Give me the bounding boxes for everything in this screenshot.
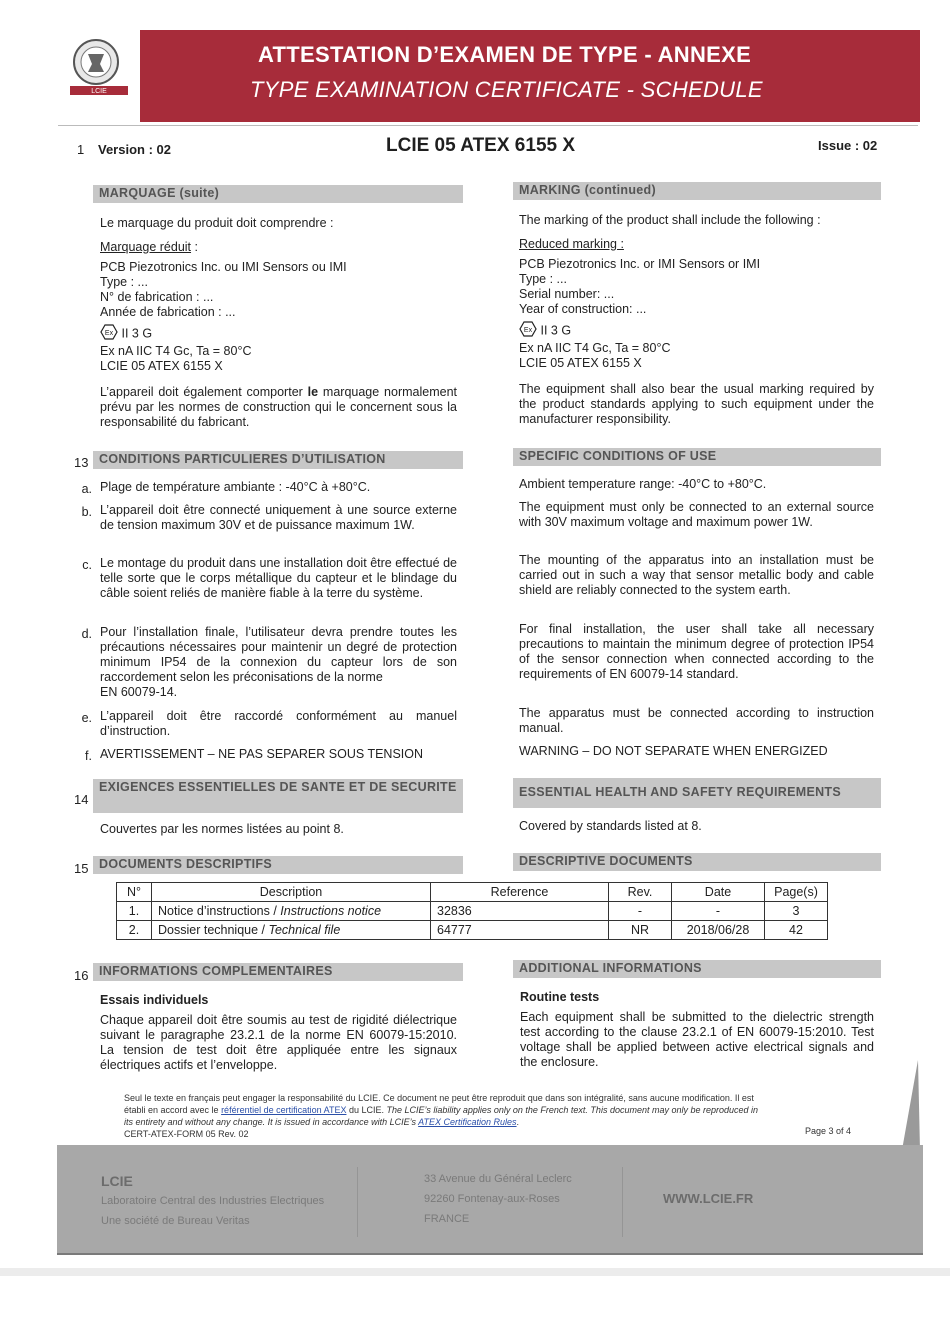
condition-label-a: a. [81, 482, 92, 496]
marking-en-intro: The marking of the product shall include the following : [519, 213, 821, 227]
additional-en-header: ADDITIONAL INFORMATIONS [513, 960, 881, 978]
footer-address-3: FRANCE [424, 1213, 470, 1225]
condition-label-d: d. [81, 627, 92, 641]
atex-rules-link[interactable]: ATEX Certification Rules [418, 1117, 517, 1127]
footer-address-1: 33 Avenue du Général Leclerc [424, 1173, 572, 1185]
cell-description: Dossier technique / Technical file [152, 921, 431, 940]
condition-fr-b: L’appareil doit être connecté uniquement à une source externe de tension maximum 30V et de puissance maximum 1W. [100, 503, 457, 532]
page-indicator: Page 3 of 4 [805, 1126, 852, 1136]
marking-en-header: MARKING (continued) [513, 182, 881, 200]
col-header-date: Date [672, 883, 765, 902]
ex-hexagon-icon [100, 324, 118, 344]
col-header-rev: Rev. [609, 883, 672, 902]
additional-en-text: Each equipment shall be submitted to the dielectric strength test according to the clause 23.2.1 of EN 60079-15:2010. Test voltage shall be applied between active electrical signals and the enclosure. [520, 1010, 874, 1069]
table-row [117, 921, 828, 940]
col-header-number: N° [117, 883, 152, 902]
marking-fr-note: L’appareil doit également comporter le marquage normalement prévu par les normes de construction qui le concernent sous la responsabilité du fabricant. [100, 385, 457, 429]
header-divider [58, 125, 918, 126]
condition-fr-d: Pour l’installation finale, l’utilisateur devra prendre toutes les précautions nécessaires pour maintenir un degré de protection minimum IP54 de la connexion du capteur lors de son raccordement selon les préconisations de la norme EN 60079-14. [100, 625, 457, 699]
title-en: TYPE EXAMINATION CERTIFICATE - SCHEDULE [250, 77, 763, 102]
cell-rev: - [609, 902, 672, 921]
ex-hexagon-icon [519, 321, 537, 341]
marking-fr-intro: Le marquage du produit doit comprendre : [100, 216, 334, 230]
footer-lcie: LCIE [101, 1173, 133, 1189]
col-header-pages: Page(s) [765, 883, 828, 902]
conditions-en-header: SPECIFIC CONDITIONS OF USE [513, 448, 881, 466]
condition-fr-c: Le montage du produit dans une installation doit être effectué de telle sorte que le corps métallique du capteur et le blindage du câble soient reliés de manière fiable à la terre du système. [100, 556, 457, 600]
cell-number: 1. [117, 902, 152, 921]
marking-fr-lines: PCB Piezotronics Inc. ou IMI Sensors ou IMI Type : ... N° de fabrication : ... Année de fabrication : ... [100, 260, 347, 319]
cell-pages: 3 [765, 902, 828, 921]
requirements-en-header: ESSENTIAL HEALTH AND SAFETY REQUIREMENTS [513, 778, 881, 808]
cell-pages: 42 [765, 921, 828, 940]
logo-text: LCIE [91, 88, 107, 95]
cell-date: - [672, 902, 765, 921]
col-header-description: Description [152, 883, 431, 902]
ex-symbol: Ex [523, 327, 533, 334]
marking-en-reduced: Reduced marking : [519, 237, 624, 251]
cell-reference: 32836 [431, 902, 609, 921]
additional-fr-text: Chaque appareil doit être soumis au test de rigidité diélectrique suivant le paragraphe 23.2.1 de la norme EN 60079-15:2010. La tension de test doit être appliquée entre les signaux électriques actifs et l’enveloppe. [100, 1013, 457, 1072]
cell-date: 2018/06/28 [672, 921, 765, 940]
atex-reference-link[interactable]: référentiel de certification ATEX [221, 1105, 347, 1115]
bureau-veritas-logo [66, 34, 132, 100]
certificate-number: LCIE 05 ATEX 6155 X [386, 135, 576, 156]
additional-fr-header: INFORMATIONS COMPLEMENTAIRES [93, 963, 463, 981]
legal-notice: Seul le texte en français peut engager la responsabilité du LCIE. Ce document ne peut être reproduit que dans son intégralité, sans aucune modification. Il est établi en accord avec le référentiel de certification ATEX du LCIE. The LCIE’s liability applies only on the French text. This document may only be reproduced in its entirety and without any change. It is issued in accordance with LCIE’s ATEX Certification Rules. CERT-ATEX-FORM 05 Rev. 02 [124, 1093, 759, 1139]
scan-bottom-edge [0, 1268, 950, 1276]
marking-en-note: The equipment shall also bear the usual marking required by the product standards applying to such equipment under the manufacturer responsibility. [519, 382, 874, 426]
requirements-fr-header: EXIGENCES ESSENTIELLES DE SANTE ET DE SECURITE [93, 779, 463, 813]
condition-label-e: e. [81, 711, 92, 725]
condition-en-f: WARNING – DO NOT SEPARATE WHEN ENERGIZED [519, 744, 828, 758]
documents-en-header: DESCRIPTIVE DOCUMENTS [513, 853, 881, 871]
condition-en-e: The apparatus must be connected according to instruction manual. [519, 706, 874, 735]
condition-en-a: Ambient temperature range: -40°C to +80°C. [519, 477, 767, 491]
condition-en-b: The equipment must only be connected to an external source with 30V maximum voltage and maximum power 1W. [519, 500, 874, 529]
condition-en-c: The mounting of the apparatus into an installation must be carried out in such a way that sensor metallic body and cable shield are reliably connected to the system earth. [519, 553, 874, 597]
condition-label-f: f. [85, 749, 92, 763]
documents-table [116, 882, 828, 940]
marking-fr-ex-block: Ex II 3 G Ex nA IIC T4 Gc, Ta = 80°C LCIE 05 ATEX 6155 X [100, 324, 251, 374]
issue-label: Issue : 02 [818, 138, 878, 153]
table-row [117, 902, 828, 921]
cell-reference: 64777 [431, 921, 609, 940]
section-number-13: 13 [74, 455, 89, 470]
scan-edge-shadow [880, 1060, 920, 1150]
cell-rev: NR [609, 921, 672, 940]
condition-label-b: b. [81, 505, 92, 519]
footer-divider [357, 1167, 358, 1237]
condition-en-d: For final installation, the user shall take all necessary precautions to maintain the minimum degree of protection IP54 of the sensor connection when connected according to the requirements of EN 60079-14 standard. [519, 622, 874, 681]
additional-fr-subtitle: Essais individuels [100, 993, 209, 1007]
footer-line2: Une société de Bureau Veritas [101, 1215, 250, 1227]
additional-en-subtitle: Routine tests [520, 990, 600, 1004]
footer-bottom-line [57, 1253, 923, 1255]
marking-en-lines: PCB Piezotronics Inc. or IMI Sensors or IMI Type : ... Serial number: ... Year of construction: ... [519, 257, 761, 316]
col-header-reference: Reference [431, 883, 609, 902]
row-number: 1 [77, 142, 85, 157]
cell-description: Notice d’instructions / Instructions notice [152, 902, 431, 921]
marking-fr-reduced: Marquage réduit : [100, 240, 198, 254]
marking-fr-header: MARQUAGE (suite) [93, 185, 463, 203]
footer-divider [622, 1167, 623, 1237]
condition-fr-f: AVERTISSEMENT – NE PAS SEPARER SOUS TENSION [100, 747, 424, 761]
footer-address-2: 92260 Fontenay-aux-Roses [424, 1193, 560, 1205]
header-banner [140, 30, 920, 122]
section-number-15: 15 [74, 861, 89, 876]
footer-line1: Laboratoire Central des Industries Electriques [101, 1195, 325, 1207]
conditions-fr-header: CONDITIONS PARTICULIERES D’UTILISATION [93, 451, 463, 469]
footer-band [57, 1145, 923, 1253]
condition-fr-e: L’appareil doit être raccordé conformément au manuel d’instruction. [100, 709, 457, 738]
requirements-en-text: Covered by standards listed at 8. [519, 819, 702, 833]
ex-symbol: Ex [104, 330, 114, 337]
table-header-row [117, 883, 828, 902]
condition-label-c: c. [82, 558, 92, 572]
requirements-fr-text: Couvertes par les normes listées au point 8. [100, 822, 344, 836]
version-label: Version : 02 [98, 142, 171, 157]
marking-en-ex-block: Ex II 3 G Ex nA IIC T4 Gc, Ta = 80°C LCIE 05 ATEX 6155 X [519, 321, 670, 371]
section-number-16: 16 [74, 968, 89, 983]
cell-number: 2. [117, 921, 152, 940]
footer-website: WWW.LCIE.FR [663, 1191, 754, 1206]
section-number-14: 14 [74, 792, 89, 807]
condition-fr-a: Plage de température ambiante : -40°C à +80°C. [100, 480, 371, 494]
documents-fr-header: DOCUMENTS DESCRIPTIFS [93, 856, 463, 874]
title-fr: ATTESTATION D’EXAMEN DE TYPE - ANNEXE [258, 42, 752, 67]
